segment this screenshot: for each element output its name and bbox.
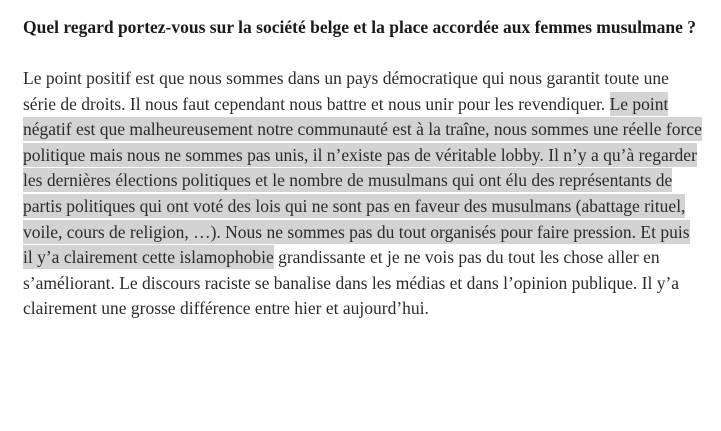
answer-intro-text: Le point positif est que nous sommes dans un pays démocratique qui nous garantit toute une série de droits. Il nous faut cependant nous battre et nous unir pour les revendiquer.: [23, 68, 669, 114]
highlighted-text: Le point négatif est que malheureusement notre communauté est à la traîne, nous sommes une réelle force politique mais nous ne sommes pas unis, il n’existe pas de véritable lobby. Il n’y a qu’à regarder les dernières élections politiques et le nombre de musulmans qui ont élu des représentants de partis politiques qui ont voté des lois qui ne sont pas en faveur des musulmans (abattage rituel, voile, cours de religion, …). Nous ne sommes pas du tout organisés pour faire pression. Et puis il y’a clairement cette islamophobie: [23, 93, 702, 268]
article-body: [23, 14, 703, 322]
interview-answer: [23, 66, 703, 322]
answer-outro-text: grandissante et je ne vois pas du tout les chose aller en s’améliorant. Le discours raciste se banalise dans les médias et dans l’opinion publique. Il y’a clairement une grosse différence entre hier et aujourd’hui.: [23, 247, 680, 319]
interview-question: Quel regard portez-vous sur la société belge et la place accordée aux femmes musulmane ?: [23, 17, 696, 37]
